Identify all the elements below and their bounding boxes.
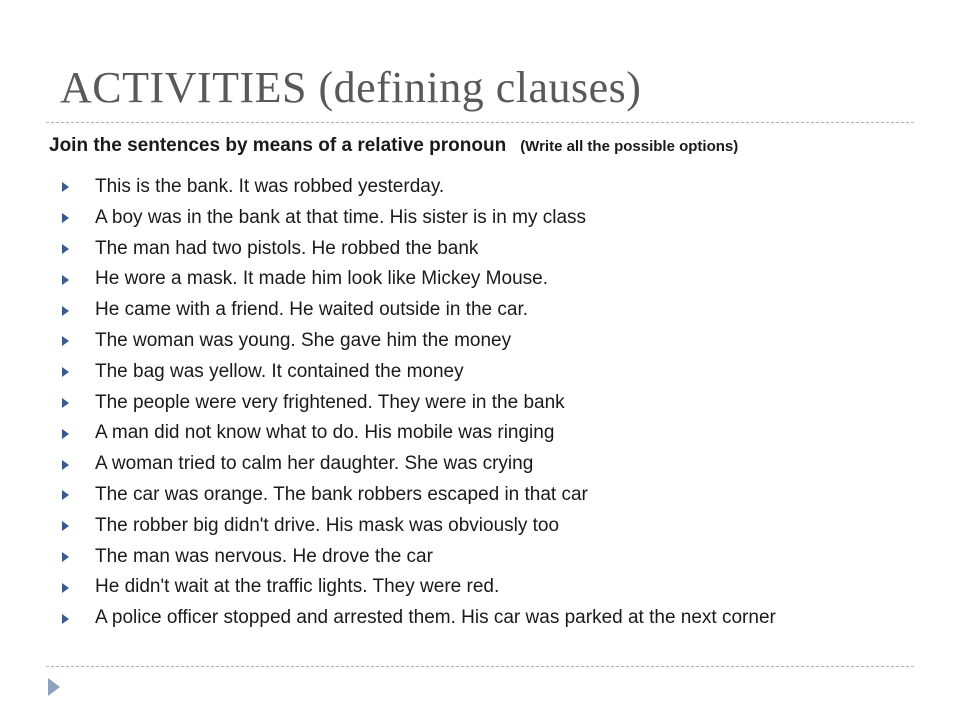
triangle-right-icon bbox=[62, 213, 69, 223]
triangle-right-icon bbox=[62, 398, 69, 408]
list-item: The woman was young. She gave him the money bbox=[62, 326, 922, 357]
triangle-right-icon bbox=[62, 367, 69, 377]
triangle-right-icon bbox=[62, 460, 69, 470]
instruction-note: (Write all the possible options) bbox=[520, 138, 739, 155]
triangle-right-icon bbox=[62, 336, 69, 346]
corner-triangle-icon bbox=[48, 678, 60, 696]
list-item: The robber big didn't drive. His mask was obviously too bbox=[62, 511, 922, 542]
triangle-right-icon bbox=[62, 275, 69, 285]
triangle-right-icon bbox=[62, 583, 69, 593]
list-item: The car was orange. The bank robbers escaped in that car bbox=[62, 480, 922, 511]
sentence-list bbox=[62, 172, 922, 634]
triangle-right-icon bbox=[62, 306, 69, 316]
list-item: The bag was yellow. It contained the money bbox=[62, 357, 922, 388]
triangle-right-icon bbox=[62, 552, 69, 562]
slide-title: ACTIVITIES (defining clauses) bbox=[60, 63, 642, 112]
bottom-divider bbox=[46, 666, 914, 667]
list-item: A man did not know what to do. His mobile was ringing bbox=[62, 418, 922, 449]
instruction-main: Join the sentences by means of a relative pronoun bbox=[49, 135, 507, 156]
triangle-right-icon bbox=[62, 429, 69, 439]
list-item: A boy was in the bank at that time. His sister is in my class bbox=[62, 203, 922, 234]
triangle-right-icon bbox=[62, 244, 69, 254]
triangle-right-icon bbox=[62, 490, 69, 500]
list-item: A woman tried to calm her daughter. She was crying bbox=[62, 449, 922, 480]
list-item: He wore a mask. It made him look like Mickey Mouse. bbox=[62, 264, 922, 295]
triangle-right-icon bbox=[62, 521, 69, 531]
list-item: The man was nervous. He drove the car bbox=[62, 542, 922, 573]
instruction bbox=[49, 135, 738, 157]
list-item: He didn't wait at the traffic lights. They were red. bbox=[62, 572, 922, 603]
triangle-right-icon bbox=[62, 182, 69, 192]
list-item: The people were very frightened. They were in the bank bbox=[62, 388, 922, 419]
list-item: This is the bank. It was robbed yesterday. bbox=[62, 172, 922, 203]
top-divider bbox=[46, 122, 914, 123]
list-item: A police officer stopped and arrested them. His car was parked at the next corner bbox=[62, 603, 922, 634]
list-item: He came with a friend. He waited outside in the car. bbox=[62, 295, 922, 326]
list-item: The man had two pistols. He robbed the bank bbox=[62, 234, 922, 265]
triangle-right-icon bbox=[62, 614, 69, 624]
